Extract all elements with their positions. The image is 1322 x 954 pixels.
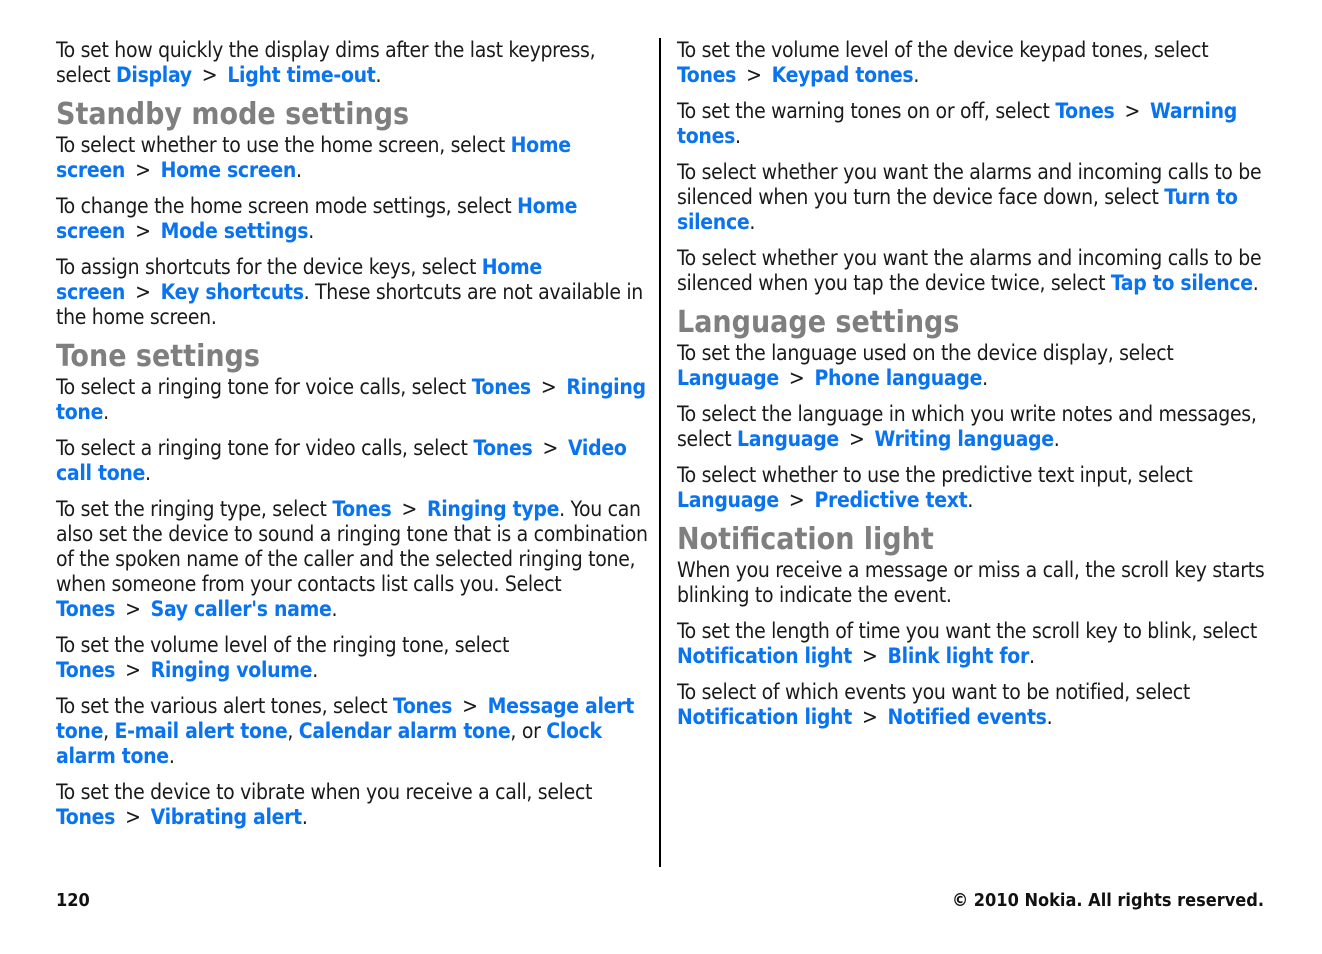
- menu-separator: >: [135, 280, 151, 304]
- body-text: .: [145, 461, 151, 485]
- menu-link[interactable]: Mode settings: [160, 219, 309, 243]
- body-text: .: [296, 158, 302, 182]
- menu-link[interactable]: Video call tone: [56, 436, 627, 485]
- menu-separator: >: [125, 805, 141, 829]
- menu-link[interactable]: Blink light for: [887, 644, 1030, 668]
- body-text: .: [735, 124, 741, 148]
- menu-link[interactable]: Home screen: [56, 133, 571, 182]
- paragraph: [677, 463, 1269, 513]
- paragraph: [677, 341, 1269, 391]
- body-text: To set the length of time you want the scroll key to blink, select: [677, 619, 1257, 643]
- paragraph: [677, 38, 1269, 88]
- menu-link[interactable]: Vibrating alert: [150, 805, 302, 829]
- section-heading-standby: Standby mode settings: [56, 97, 410, 132]
- menu-link[interactable]: Tones: [332, 497, 392, 521]
- paragraph: [677, 680, 1269, 730]
- menu-link[interactable]: Language: [677, 488, 779, 512]
- paragraph: [56, 780, 648, 830]
- menu-separator: >: [788, 488, 805, 512]
- menu-link[interactable]: Ringing tone: [56, 375, 646, 424]
- body-text: .: [967, 488, 974, 512]
- menu-link[interactable]: Tones: [56, 658, 116, 682]
- paragraph: [56, 694, 648, 769]
- body-text: To change the home screen mode settings, select: [56, 194, 518, 218]
- paragraph: [56, 497, 648, 622]
- paragraph: [56, 255, 648, 330]
- menu-link[interactable]: Tones: [56, 805, 116, 829]
- body-text: To set the volume level of the device keypad tones, select: [677, 38, 1209, 62]
- body-text: To select whether to use the home screen, select: [56, 133, 511, 157]
- menu-link[interactable]: Ringing volume: [150, 658, 313, 682]
- copyright-notice: © 2010 Nokia. All rights reserved.: [951, 890, 1264, 911]
- body-text: .: [308, 219, 314, 243]
- paragraph: [56, 375, 648, 425]
- menu-separator: >: [125, 597, 141, 621]
- body-text: .: [375, 63, 382, 87]
- menu-link[interactable]: Tones: [393, 694, 453, 718]
- body-text: To select a ringing tone for video calls, select: [56, 436, 474, 460]
- paragraph: [677, 402, 1269, 452]
- body-text: To select of which events you want to be notified, select: [677, 680, 1190, 704]
- section-heading-language: Language settings: [677, 305, 960, 340]
- body-text: .: [312, 658, 318, 682]
- paragraph: [677, 619, 1269, 669]
- menu-link[interactable]: Key shortcuts: [160, 280, 304, 304]
- page-number: 120: [56, 890, 90, 911]
- body-text: .: [913, 63, 920, 87]
- left-column: [56, 38, 648, 841]
- body-text: .: [168, 744, 175, 768]
- section-heading-notification: Notification light: [677, 522, 934, 557]
- body-text: To assign shortcuts for the device keys, select: [56, 255, 482, 279]
- body-text: . You can also set the device to sound a ringing tone that is a combination of the spoken name of the caller and the selected ringing tone, when someone from your contacts list calls you. Select: [56, 497, 648, 596]
- body-text: . These shortcuts are not available in the home screen.: [56, 280, 643, 329]
- body-text: To set how quickly the display dims after the last keypress, select: [56, 38, 596, 87]
- menu-separator: >: [862, 705, 878, 729]
- body-text: To select the language in which you write notes and messages, select: [677, 402, 1257, 451]
- menu-link[interactable]: Phone language: [814, 366, 983, 390]
- body-text: .: [749, 210, 756, 234]
- paragraph: [677, 246, 1269, 296]
- menu-separator: >: [125, 658, 141, 682]
- menu-link[interactable]: Warning tones: [677, 99, 1237, 148]
- right-column: [677, 38, 1269, 741]
- body-text: To set the device to vibrate when you receive a call, select: [56, 780, 593, 804]
- menu-link[interactable]: Clock alarm tone: [56, 719, 602, 768]
- menu-link[interactable]: Notification light: [677, 644, 852, 668]
- body-text: To select whether to use the predictive text input, select: [677, 463, 1193, 487]
- menu-link[interactable]: Tones: [1055, 99, 1115, 123]
- menu-link[interactable]: Language: [677, 366, 779, 390]
- paragraph: [677, 558, 1269, 608]
- body-text: ,: [103, 719, 115, 743]
- menu-link[interactable]: Calendar alarm tone: [298, 719, 511, 743]
- body-text: To set the language used on the device display, select: [677, 341, 1174, 365]
- body-text: To set the volume level of the ringing tone, select: [56, 633, 510, 657]
- menu-separator: >: [135, 219, 151, 243]
- menu-link[interactable]: Keypad tones: [771, 63, 914, 87]
- menu-link[interactable]: Predictive text: [814, 488, 968, 512]
- body-text: To set the warning tones on or off, select: [677, 99, 1056, 123]
- menu-link[interactable]: Ringing type: [427, 497, 560, 521]
- body-text: .: [1252, 271, 1259, 295]
- menu-link-display[interactable]: Display: [116, 63, 192, 87]
- paragraph: [56, 133, 648, 183]
- body-text: .: [1029, 644, 1035, 668]
- menu-link[interactable]: Tap to silence: [1110, 271, 1253, 295]
- menu-link[interactable]: Notified events: [887, 705, 1047, 729]
- body-text: To set the various alert tones, select: [56, 694, 394, 718]
- body-text: .: [103, 400, 109, 424]
- menu-link[interactable]: Tones: [473, 436, 533, 460]
- menu-link-light-time-out[interactable]: Light time-out: [227, 63, 376, 87]
- menu-link[interactable]: Home screen: [56, 255, 542, 304]
- body-text: .: [1046, 705, 1053, 729]
- paragraph: [56, 436, 648, 486]
- menu-separator: >: [462, 694, 478, 718]
- paragraph: [677, 99, 1269, 149]
- menu-link[interactable]: Language: [737, 427, 839, 451]
- menu-separator: >: [135, 158, 151, 182]
- menu-separator: >: [788, 366, 805, 390]
- body-text: .: [301, 805, 308, 829]
- body-text: .: [1053, 427, 1060, 451]
- menu-separator: >: [862, 644, 878, 668]
- paragraph: [677, 160, 1269, 235]
- body-text: To select whether you want the alarms and incoming calls to be silenced when you tap the device twice, select: [677, 246, 1262, 295]
- column-divider: [659, 38, 661, 867]
- menu-link[interactable]: Message alert tone: [56, 694, 634, 743]
- body-text: To select a ringing tone for voice calls, select: [56, 375, 472, 399]
- body-text: , or: [510, 719, 547, 743]
- menu-separator: >: [401, 497, 418, 521]
- body-text: When you receive a message or miss a call, the scroll key starts blinking to indicate the event.: [677, 558, 1265, 607]
- body-text: .: [331, 597, 338, 621]
- menu-separator: >: [540, 375, 557, 399]
- menu-link[interactable]: Writing language: [874, 427, 1054, 451]
- menu-link[interactable]: Notification light: [677, 705, 852, 729]
- body-text: .: [982, 366, 988, 390]
- menu-separator: >: [542, 436, 558, 460]
- menu-link[interactable]: Tones: [56, 597, 116, 621]
- paragraph: [56, 194, 648, 244]
- menu-link[interactable]: Tones: [471, 375, 531, 399]
- menu-separator: >: [1124, 99, 1141, 123]
- body-text: ,: [287, 719, 299, 743]
- body-text: To select whether you want the alarms and incoming calls to be silenced when you turn the device face down, select: [677, 160, 1262, 209]
- intro-paragraph: [56, 38, 648, 88]
- menu-link[interactable]: Turn to silence: [677, 185, 1238, 234]
- menu-separator: >: [848, 427, 865, 451]
- paragraph: [56, 633, 648, 683]
- menu-link[interactable]: Tones: [677, 63, 737, 87]
- body-text: To set the ringing type, select: [56, 497, 333, 521]
- menu-separator: >: [746, 63, 762, 87]
- menu-link[interactable]: Home screen: [160, 158, 297, 182]
- menu-link[interactable]: E-mail alert tone: [114, 719, 288, 743]
- menu-link[interactable]: Home screen: [56, 194, 578, 243]
- section-heading-tone: Tone settings: [56, 339, 260, 374]
- menu-link[interactable]: Say caller's name: [150, 597, 332, 621]
- menu-separator: >: [201, 63, 218, 87]
